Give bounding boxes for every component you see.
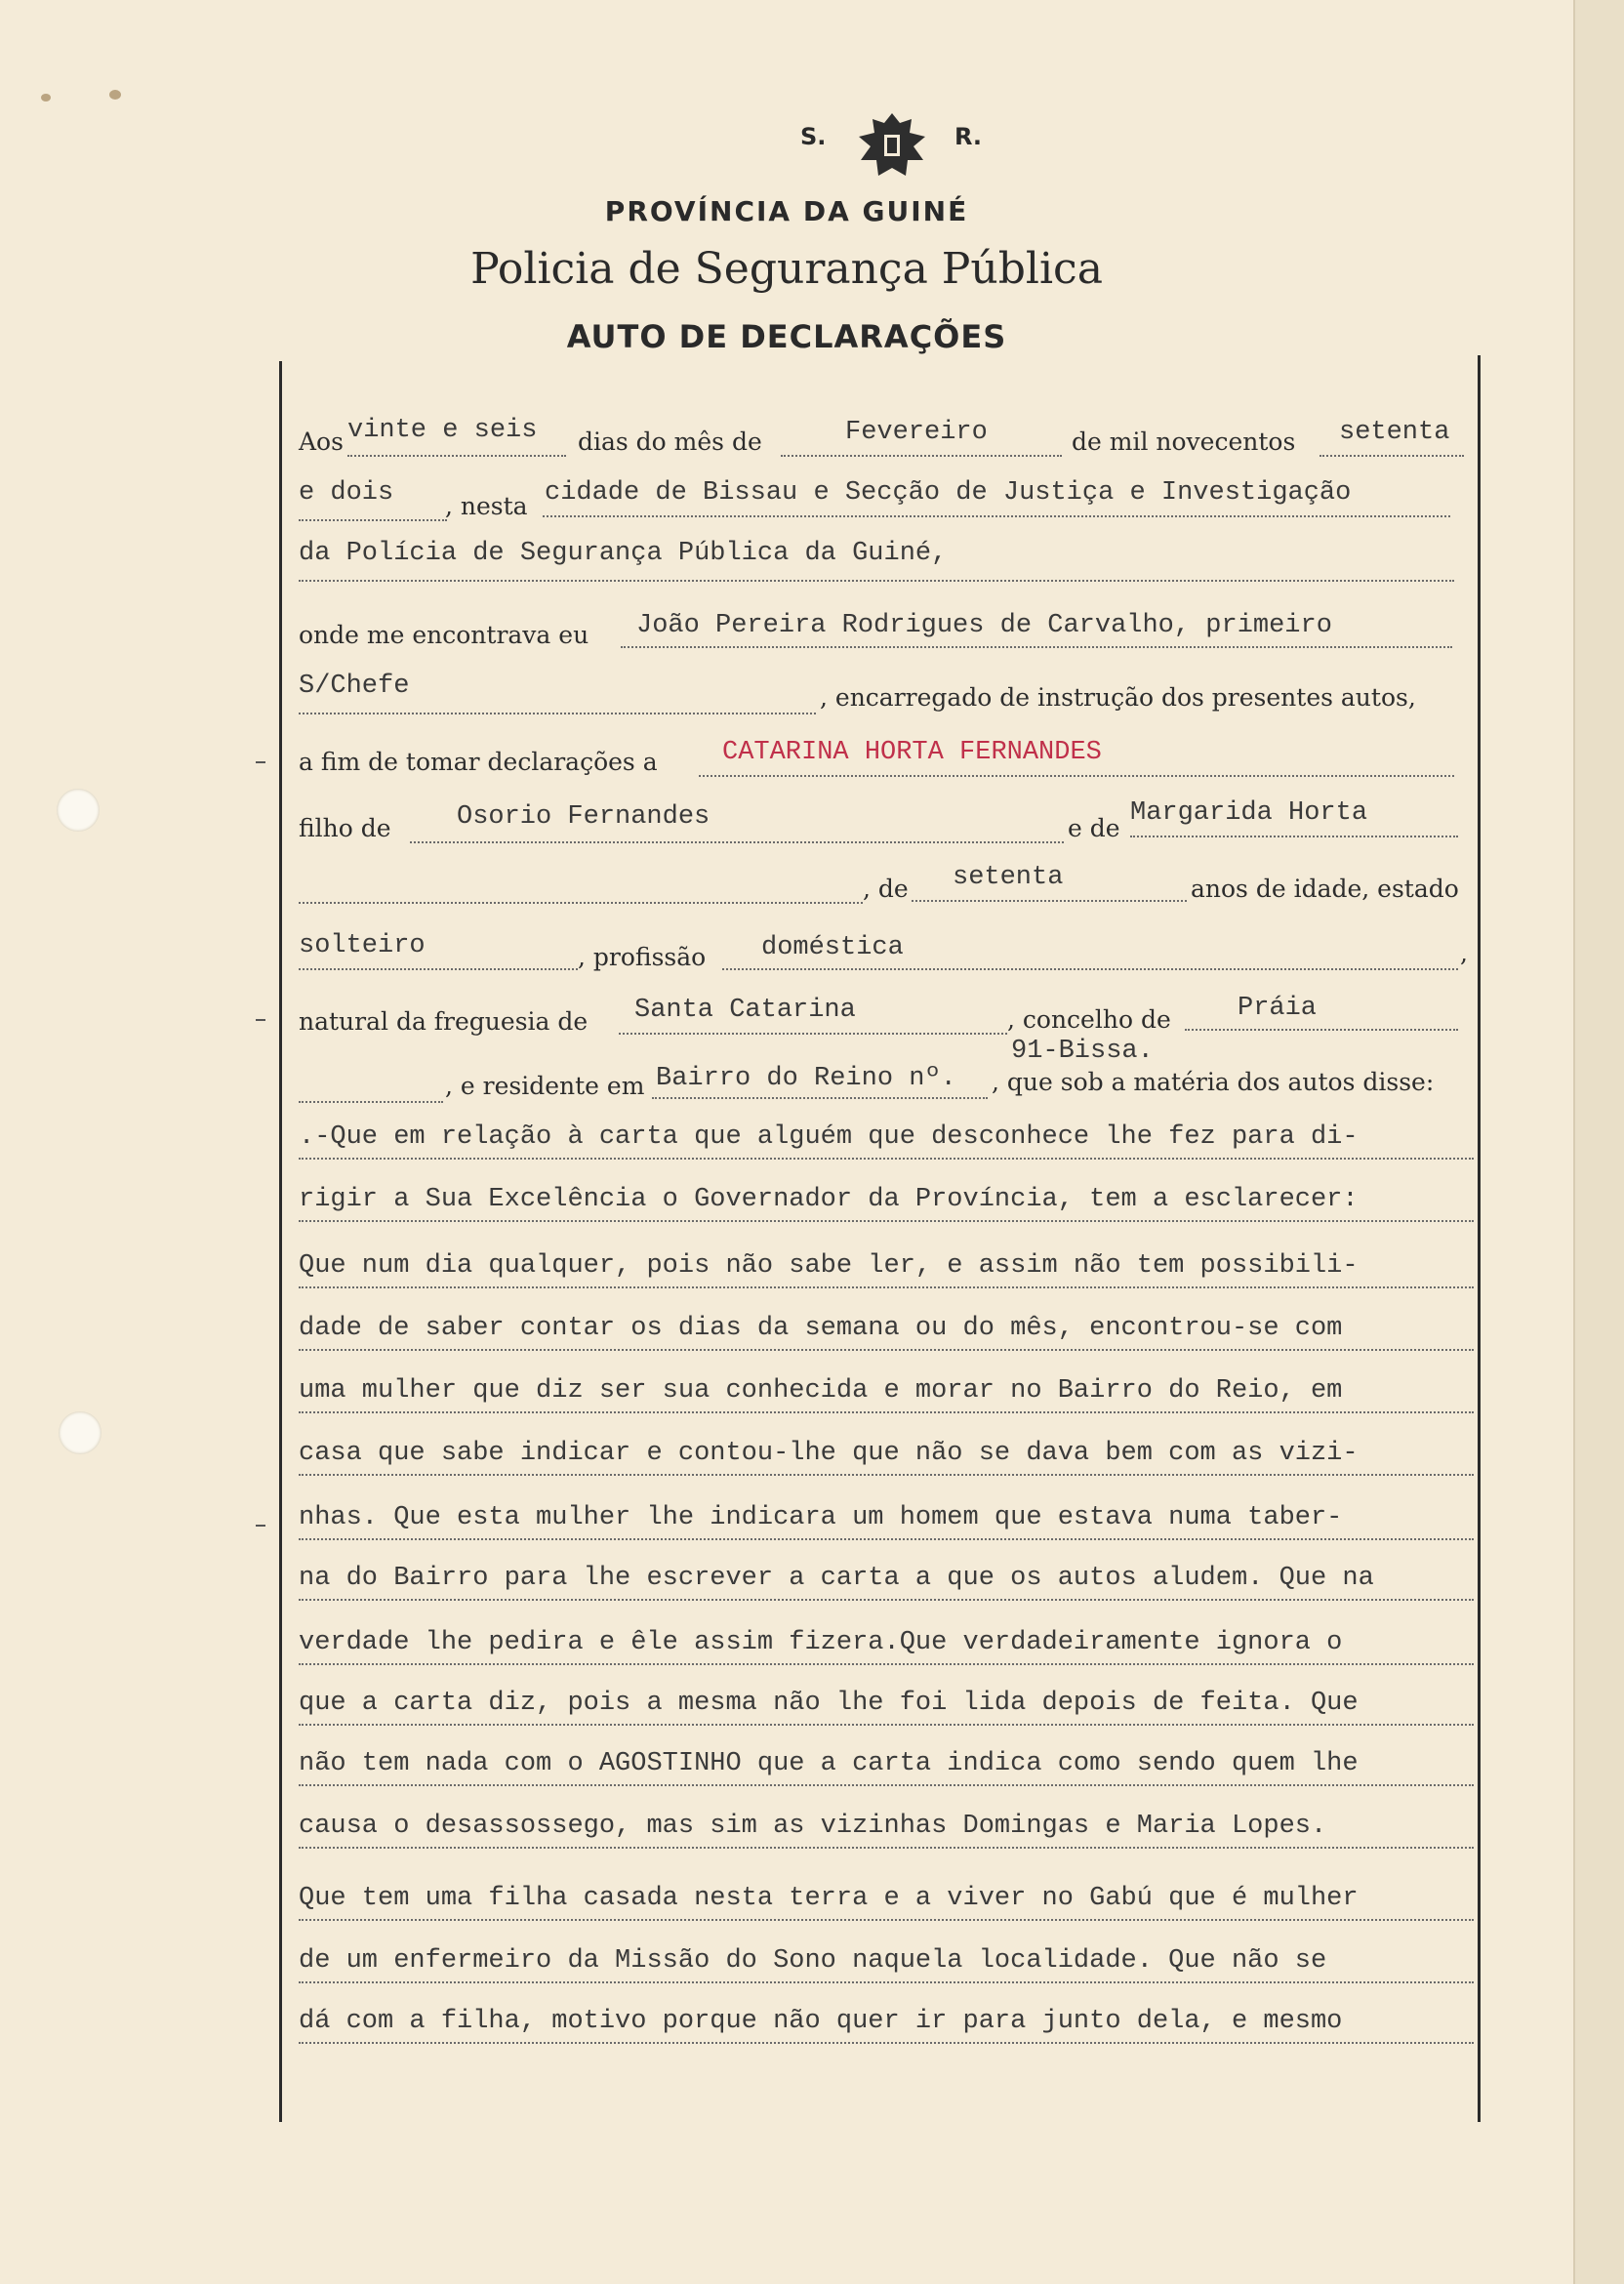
officer-value-2: S/Chefe	[299, 672, 410, 701]
punch-hole-top	[57, 789, 100, 832]
day-value: vinte e seis	[347, 416, 538, 445]
profession-comma: ,	[1460, 939, 1468, 967]
label-nesta: , nesta	[445, 492, 528, 520]
mother-line	[1130, 836, 1458, 837]
month-value: Fevereiro	[845, 418, 988, 447]
label-de-mil: de mil novecentos	[1072, 428, 1296, 456]
residence-line	[652, 1097, 988, 1099]
statement-rule	[299, 1784, 1474, 1786]
statement-rule	[299, 1538, 1474, 1540]
officer-line-2	[299, 713, 816, 714]
label-concelho: , concelho de	[1007, 1005, 1171, 1034]
statement-line-4: dade de saber contar os dias da semana ou do mês, encontrou-se com	[299, 1314, 1343, 1343]
province-title: PROVÍNCIA DA GUINÉ	[604, 195, 969, 227]
residence-number: 91-Bissa.	[1011, 1037, 1154, 1066]
mother-value: Margarida Horta	[1130, 798, 1368, 828]
residence-value: Bairro do Reino nº.	[656, 1064, 956, 1093]
parish-value: Santa Catarina	[634, 996, 856, 1025]
label-anos: anos de idade, estado	[1191, 875, 1459, 903]
place-line-2	[299, 580, 1454, 582]
statement-line-13: Que tem uma filha casada nesta terra e a viver no Gabú que é mulher	[299, 1884, 1359, 1913]
father-value: Osorio Fernandes	[457, 802, 710, 832]
statement-line-2: rigir a Sua Excelência o Governador da Província, tem a esclarecer:	[299, 1185, 1359, 1214]
statement-rule	[299, 1847, 1474, 1849]
statement-rule	[299, 1474, 1474, 1476]
ink-smudge	[109, 90, 121, 100]
year-line-2	[299, 519, 447, 521]
county-line	[1185, 1029, 1458, 1031]
label-aos: Aos	[299, 428, 344, 456]
marital-line	[299, 968, 578, 970]
label-de-age: , de	[863, 875, 909, 903]
blank-line	[299, 902, 863, 904]
month-line	[781, 455, 1062, 457]
right-margin-line	[1478, 355, 1481, 2122]
parish-line	[619, 1033, 1007, 1035]
label-onde: onde me encontrava eu	[299, 621, 589, 649]
statement-rule	[299, 1981, 1474, 1983]
statement-rule	[299, 2042, 1474, 2044]
statement-line-14: de um enfermeiro da Missão do Sono naquela localidade. Que não se	[299, 1946, 1327, 1976]
residence-blank-line	[299, 1101, 443, 1103]
declarant-name: CATARINA HORTA FERNANDES	[722, 738, 1102, 767]
statement-rule	[299, 1663, 1474, 1665]
document-type-title: AUTO DE DECLARAÇÕES	[566, 318, 1007, 355]
statement-rule	[299, 1919, 1474, 1921]
statement-rule	[299, 1286, 1474, 1288]
margin-tick	[256, 1525, 265, 1527]
year-value-1: setenta	[1339, 418, 1450, 447]
label-dias: dias do mês de	[578, 428, 762, 456]
county-value: Práia	[1238, 994, 1318, 1023]
place-line-1	[543, 515, 1450, 517]
year-value-2: e dois	[299, 478, 394, 508]
place-value-2: da Polícia de Segurança Pública da Guiné,	[299, 539, 948, 568]
statement-rule	[299, 1599, 1474, 1601]
day-line	[347, 455, 566, 457]
statement-line-12: causa o desassossego, mas sim as vizinhas Domingas e Maria Lopes.	[299, 1812, 1327, 1841]
statement-rule	[299, 1411, 1474, 1413]
officer-value-1: João Pereira Rodrigues de Carvalho, primeiro	[636, 611, 1332, 640]
statement-line-10: que a carta diz, pois a mesma não lhe foi lida depois de feita. Que	[299, 1689, 1359, 1718]
label-que-sob: , que sob a matéria dos autos disse:	[992, 1068, 1435, 1096]
profession-value: doméstica	[761, 933, 904, 962]
s-mark: S.	[800, 123, 827, 150]
statement-line-5: uma mulher que diz ser sua conhecida e morar no Bairro do Reio, em	[299, 1376, 1343, 1406]
coat-of-arms-emblem	[851, 109, 933, 187]
profession-line	[722, 968, 1458, 970]
label-encarregado: , encarregado de instrução dos presentes autos,	[820, 683, 1416, 712]
statement-line-7: nhas. Que esta mulher lhe indicara um homem que estava numa taber-	[299, 1503, 1343, 1532]
label-e-de: e de	[1068, 814, 1120, 842]
label-filho-de: filho de	[299, 814, 391, 842]
age-line	[912, 900, 1187, 902]
margin-tick	[256, 761, 265, 763]
page-edge	[1573, 0, 1624, 2284]
statement-rule	[299, 1349, 1474, 1351]
margin-tick	[256, 1019, 265, 1021]
father-line	[410, 841, 1064, 843]
label-residente: , e residente em	[445, 1072, 645, 1100]
declarant-line	[699, 775, 1454, 777]
statement-line-3: Que num dia qualquer, pois não sabe ler, e assim não tem possibili-	[299, 1251, 1359, 1281]
statement-line-8: na do Bairro para lhe escrever a carta a que os autos aludem. Que na	[299, 1564, 1374, 1593]
punch-hole-bottom	[59, 1411, 102, 1454]
label-profissao: , profissão	[578, 943, 707, 971]
police-title: Policia de Segurança Pública	[470, 244, 1103, 294]
ink-smudge	[41, 94, 51, 102]
age-value: setenta	[953, 863, 1064, 892]
statement-rule	[299, 1158, 1474, 1160]
statement-rule	[299, 1724, 1474, 1726]
statement-line-11: não tem nada com o AGOSTINHO que a carta indica como sendo quem lhe	[299, 1749, 1359, 1778]
label-a-fim-de: a fim de tomar declarações a	[299, 748, 658, 776]
statement-line-6: casa que sabe indicar e contou-lhe que não se dava bem com as vizi-	[299, 1439, 1359, 1468]
year-line-1	[1320, 455, 1464, 457]
r-mark: R.	[954, 123, 983, 150]
place-value-1: cidade de Bissau e Secção de Justiça e Investigação	[545, 478, 1352, 508]
statement-line-1: .-Que em relação à carta que alguém que desconhece lhe fez para di-	[299, 1122, 1359, 1152]
left-margin-line	[279, 361, 282, 2122]
officer-line-1	[621, 646, 1452, 648]
label-freguesia: natural da freguesia de	[299, 1007, 589, 1036]
statement-line-9: verdade lhe pedira e êle assim fizera.Que verdadeiramente ignora o	[299, 1628, 1343, 1657]
statement-rule	[299, 1220, 1474, 1222]
marital-value: solteiro	[299, 931, 426, 960]
statement-line-15: dá com a filha, motivo porque não quer ir para junto dela, e mesmo	[299, 2007, 1343, 2036]
